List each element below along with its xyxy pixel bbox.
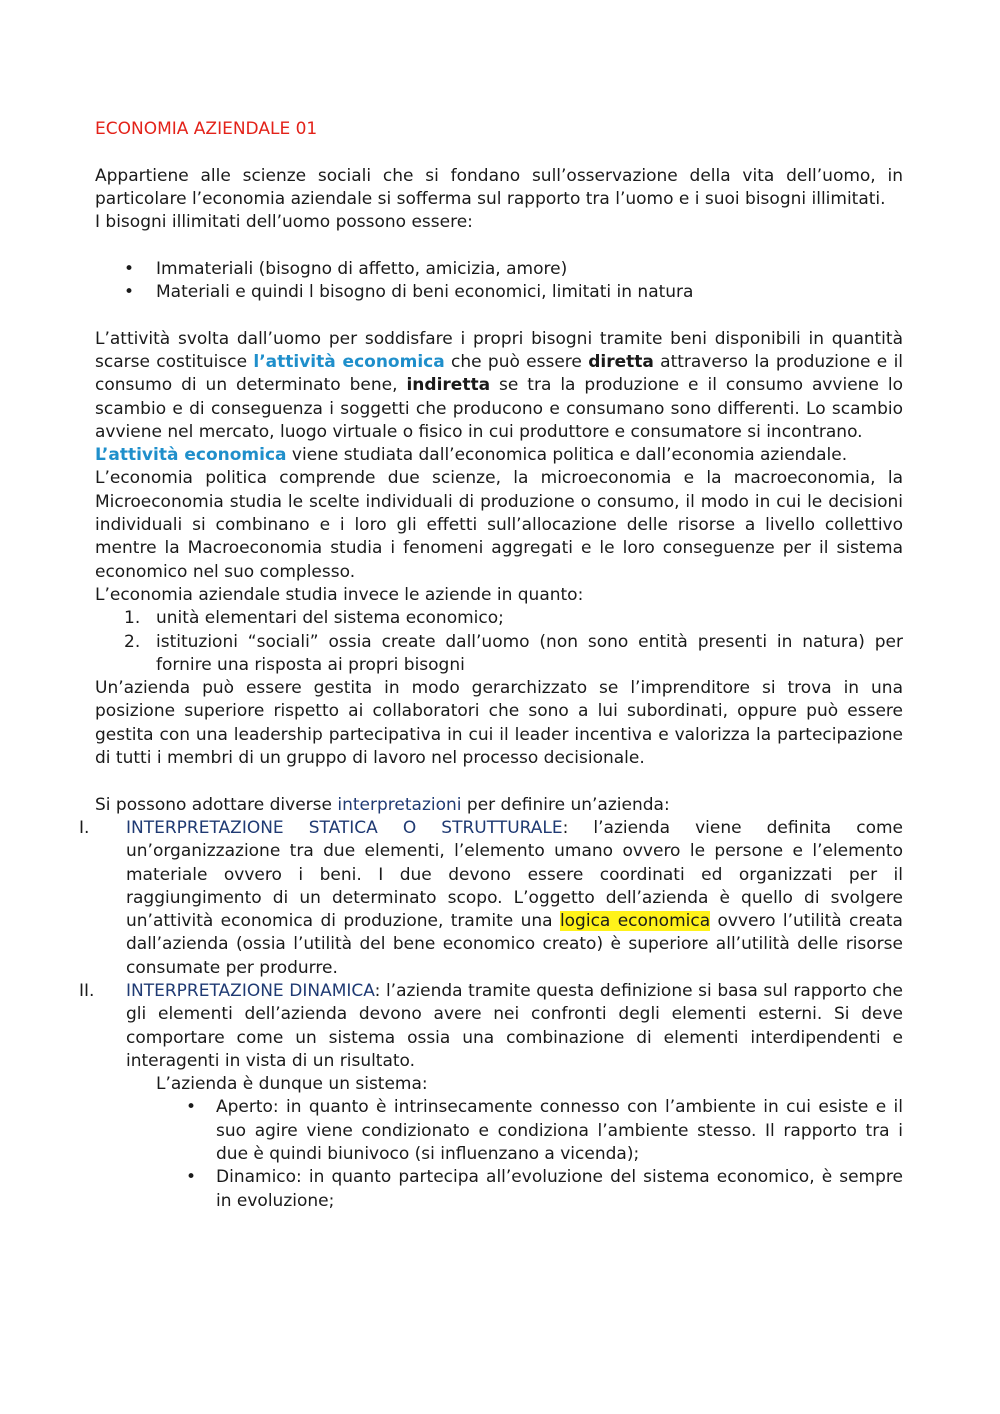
bullet-dot-icon: • [186, 1097, 197, 1118]
spacer [95, 770, 903, 793]
spacer [95, 141, 903, 164]
text-run: viene studiata dall’economica politica e dall’economia aziendale. [286, 445, 848, 466]
highlighted-term: L’attività economica [95, 445, 287, 466]
text-run: : l’azienda viene definita come un’organizzazione tra due elementi, l’elemento umano ovvero le persone e l’elemento materiale ovvero i beni. I due devono essere coordinati ed organizzati per il raggiungimento di un determinato scopo. L’oggetto dell’azienda è quello di svolgere un’attività economica di produzione, tramite una [126, 817, 903, 932]
text-run: che può essere [444, 351, 589, 372]
sistema-lead: L’azienda è dunque un sistema: [156, 1074, 428, 1095]
economia-politica-paragraph: L’economia politica comprende due scienze, la microeconomia e la macroeconomia, la Microeconomia studia le scelte individuali di produzione o consumo, il modo in cui le decisioni individuali si combinano e i loro gli effetti sull’allocazione delle risorse a livello collettivo mentre la Macroeconomia studia i fenomeni aggregati e le loro conseguenze per il sistema economico nel suo complesso. [95, 468, 903, 582]
list-item [79, 817, 903, 980]
text-run: attraverso la produzione e il consumo di un determinato bene, [95, 351, 904, 396]
list-item-text: Dinamico: in quanto partecipa all’evoluzione del sistema economico, è sempre in evoluzione; [216, 1167, 903, 1211]
document-page [79, 118, 904, 1213]
text-run: per definire un’azienda: [461, 794, 670, 815]
list-item [95, 631, 903, 678]
gestione-paragraph: Un’azienda può essere gestita in modo gerarchizzato se l’imprenditore si trova in una posizione superiore rispetto ai collaboratori che sono a lui subordinati, oppure può essere gestita con una leadership partecipativa in cui il leader incentiva e valorizza la partecipazione di tutti i membri di un gruppo di lavoro nel processo decisionale. [95, 678, 903, 769]
document-title: ECONOMIA AZIENDALE 01 [95, 119, 318, 139]
bullet-dot-icon: • [186, 1167, 197, 1188]
bullet-dot-icon: • [124, 258, 135, 279]
bullet-dot-icon: • [124, 282, 135, 303]
spacer [95, 304, 903, 327]
numbered-list [95, 607, 903, 677]
roman-number: II. [79, 980, 95, 1001]
section-heading: INTERPRETAZIONE STATICA O STRUTTURALE [126, 817, 563, 838]
text-run: se tra la produzione e il consumo avviene lo scambio e di conseguenza i soggetti che producono e consumano sono differenti. Lo scambio avviene nel mercato, luogo virtuale o fisico in cui produttore e consumatore si incontrano. [95, 375, 903, 442]
list-item [79, 980, 903, 1073]
economia-aziendale-lead: L’economia aziendale studia invece le aziende in quanto: [95, 584, 584, 605]
list-item-text: Aperto: in quanto è intrinsecamente connesso con l’ambiente in cui esiste e il suo agire viene condizionato e condiziona l’ambiente stesso. Il rapporto tra i due è quindi biunivoco (si influenzano a vicenda); [216, 1097, 903, 1165]
list-item-text: Immateriali (bisogno di affetto, amicizia, amore) [156, 258, 568, 279]
interpretazioni-lead [95, 794, 903, 817]
list-number: 1. [124, 608, 141, 629]
attivita-studio-paragraph [95, 444, 903, 467]
text-run: ovvero l’utilità creata dall’azienda (ossia l’utilità del bene economico creato) è superiore all’utilità delle risorse consumate per produrre. [126, 911, 903, 978]
list-item [95, 607, 903, 630]
intro-paragraph: Appartiene alle scienze sociali che si fondano sull’osservazione della vita dell’uomo, in particolare l’economia aziendale si sofferma sul rapporto tra l’uomo e i suoi bisogni illimitati. [95, 165, 903, 209]
text-run: L’attività svolta dall’uomo per soddisfare i propri bisogni tramite beni disponibili in quantità scarse costituisce [95, 328, 903, 372]
highlighted-term: l’attività economica [253, 351, 445, 372]
roman-list [79, 817, 903, 1073]
list-number: 2. [124, 631, 141, 652]
text-run: : l’azienda tramite questa definizione si basa sul rapporto che gli elementi dell’azienda devono avere nei confronti degli elementi esterni. Si deve comportare come un sistema ossia una combinazione di elementi interdipendenti e interagenti in vista di un risultato. [126, 980, 903, 1071]
list-item [95, 281, 903, 304]
intro-lead: I bisogni illimitati dell’uomo possono essere: [95, 212, 473, 233]
highlighted-term: logica economica [559, 911, 711, 932]
interpretazioni-term: interpretazioni [337, 794, 462, 815]
spacer [95, 234, 903, 257]
sistema-list [95, 1096, 903, 1212]
list-item-text: Materiali e quindi l bisogno di beni economici, limitati in natura [156, 282, 694, 303]
list-item-text: unità elementari del sistema economico; [156, 608, 504, 629]
bold-term: diretta [588, 351, 654, 372]
bold-term: indiretta [406, 375, 491, 396]
list-item [95, 258, 903, 281]
roman-number: I. [79, 817, 90, 838]
list-item [186, 1096, 903, 1166]
list-item [186, 1166, 903, 1213]
section-heading: INTERPRETAZIONE DINAMICA [126, 980, 375, 1001]
list-item-text: istituzioni “sociali” ossia create dall’uomo (non sono entità presenti in natura) per fornire una risposta ai propri bisogni [156, 631, 903, 675]
text-run: Si possono adottare diverse [95, 794, 338, 815]
bisogni-list [95, 258, 903, 305]
attivita-paragraph [95, 328, 903, 444]
